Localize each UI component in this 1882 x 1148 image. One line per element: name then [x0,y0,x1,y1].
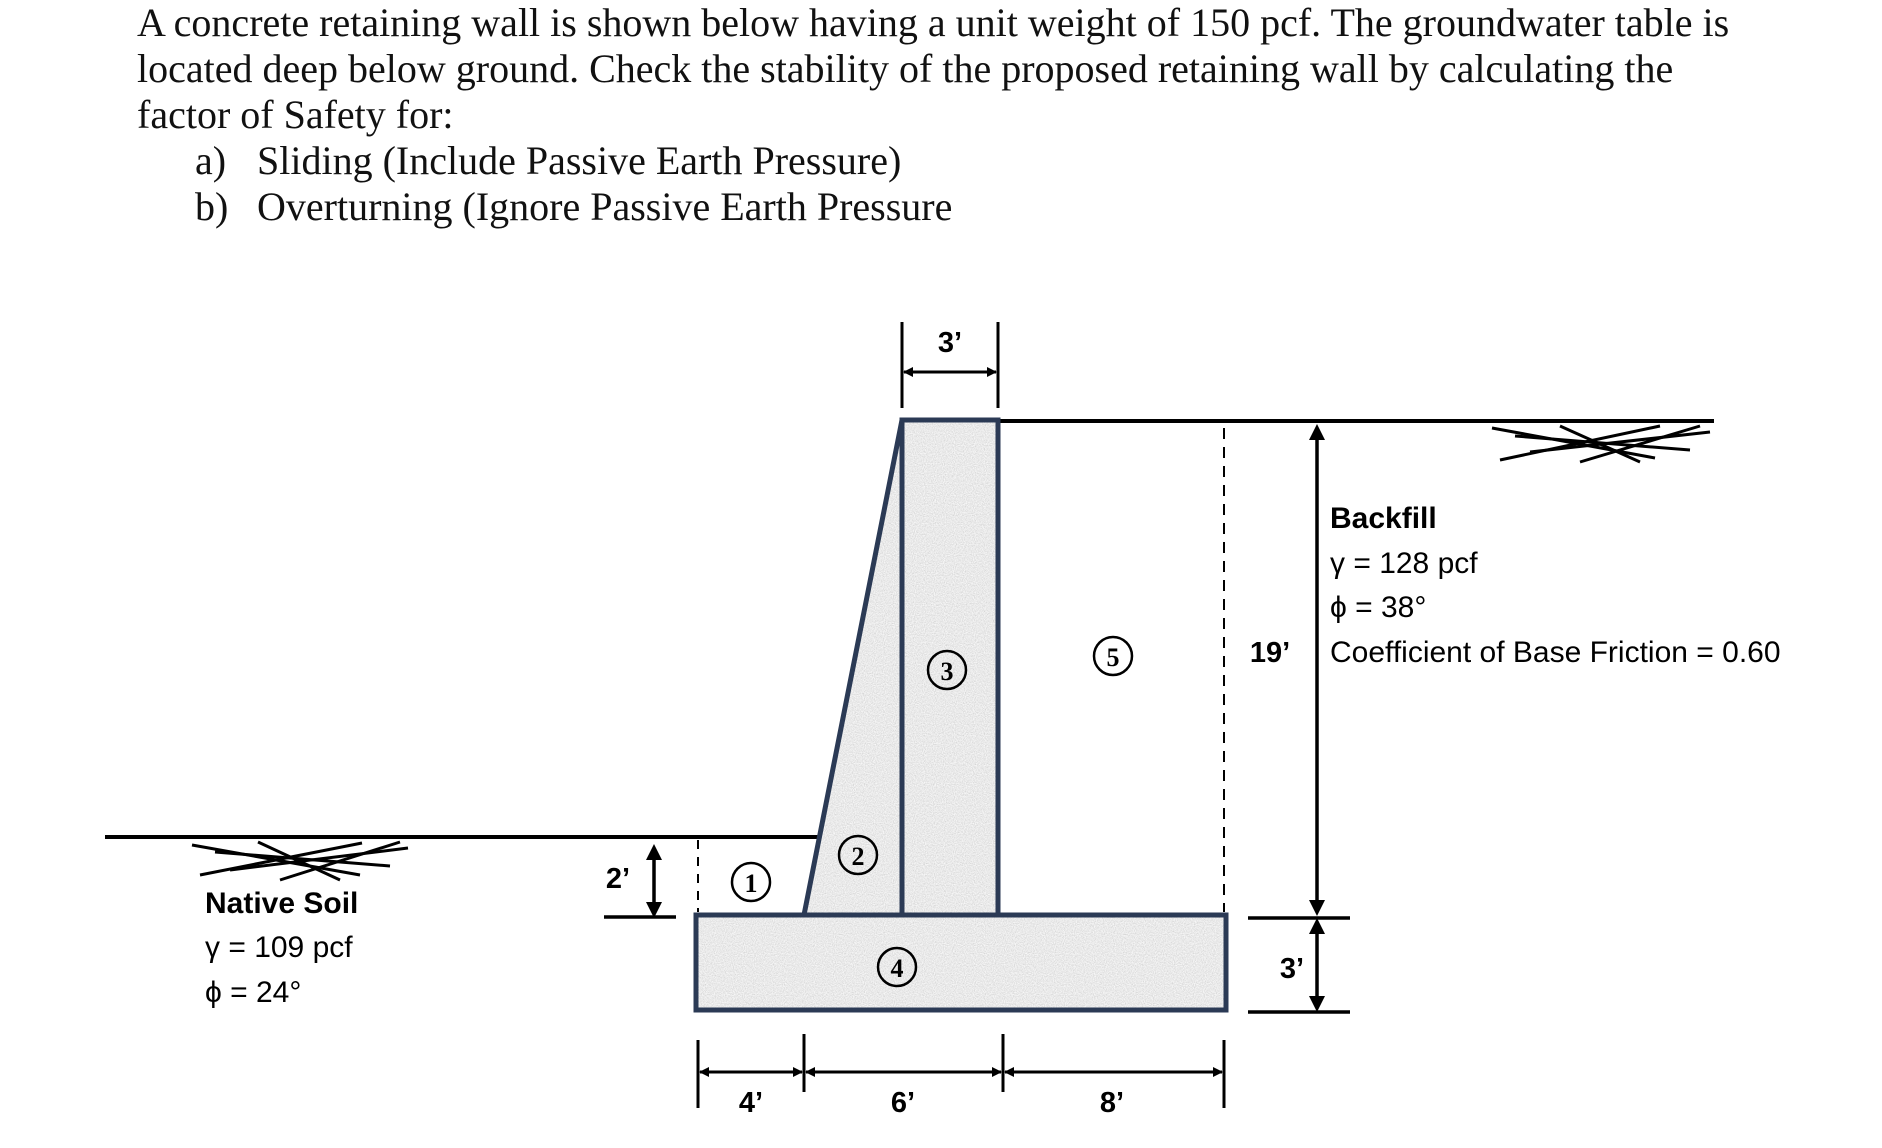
region-3-label: 3 [940,657,954,686]
stem-top-width-label: 3’ [937,327,963,359]
native-soil-phi: ϕ = 24° [205,976,302,1009]
question-a-text: Sliding (Include Passive Earth Pressure) [257,138,902,183]
base-friction: Coefficient of Base Friction = 0.60 [1330,636,1781,669]
stem-base-length-label: 6’ [890,1087,916,1119]
intro-line-1: A concrete retaining wall is shown below having a unit weight of 150 pcf. The groundwater table is [137,0,1730,45]
native-soil-title: Native Soil [205,887,359,920]
region-2-label: 2 [851,842,865,871]
embedment-label: 2’ [605,863,631,895]
question-a-label: a) [195,138,227,183]
embedment-dimension [604,844,676,918]
native-soil-properties [205,887,358,1009]
concrete-fill [690,415,1235,1015]
stem-top-width-dimension [902,322,998,408]
backfill-properties [1330,502,1781,669]
backfill-gamma: γ = 128 pcf [1330,547,1478,580]
region-1-label: 1 [744,869,758,898]
region-4-label: 4 [890,954,904,983]
native-hatch-icon [192,842,408,880]
question-b-label: b) [195,184,229,229]
region-5-label: 5 [1106,643,1120,672]
backfill-hatch-icon [1492,426,1710,462]
intro-line-3: factor of Safety for: [137,92,454,137]
toe-length-label: 4’ [738,1087,764,1119]
backfill-phi: ϕ = 38° [1330,591,1427,624]
backfill-title: Backfill [1330,502,1437,535]
bottom-dimensions [698,1034,1224,1108]
wall-height-label: 19’ [1249,637,1291,669]
native-soil-gamma: γ = 109 pcf [205,931,353,964]
intro-line-2: located deep below ground. Check the stability of the proposed retaining wall by calculating the [137,46,1674,91]
wall-height-dimension [1248,424,1350,918]
base-thickness-label: 3’ [1279,953,1305,985]
base-thickness-dimension [1248,918,1350,1012]
heel-length-label: 8’ [1099,1087,1125,1119]
question-b-text: Overturning (Ignore Passive Earth Pressure [257,184,953,229]
